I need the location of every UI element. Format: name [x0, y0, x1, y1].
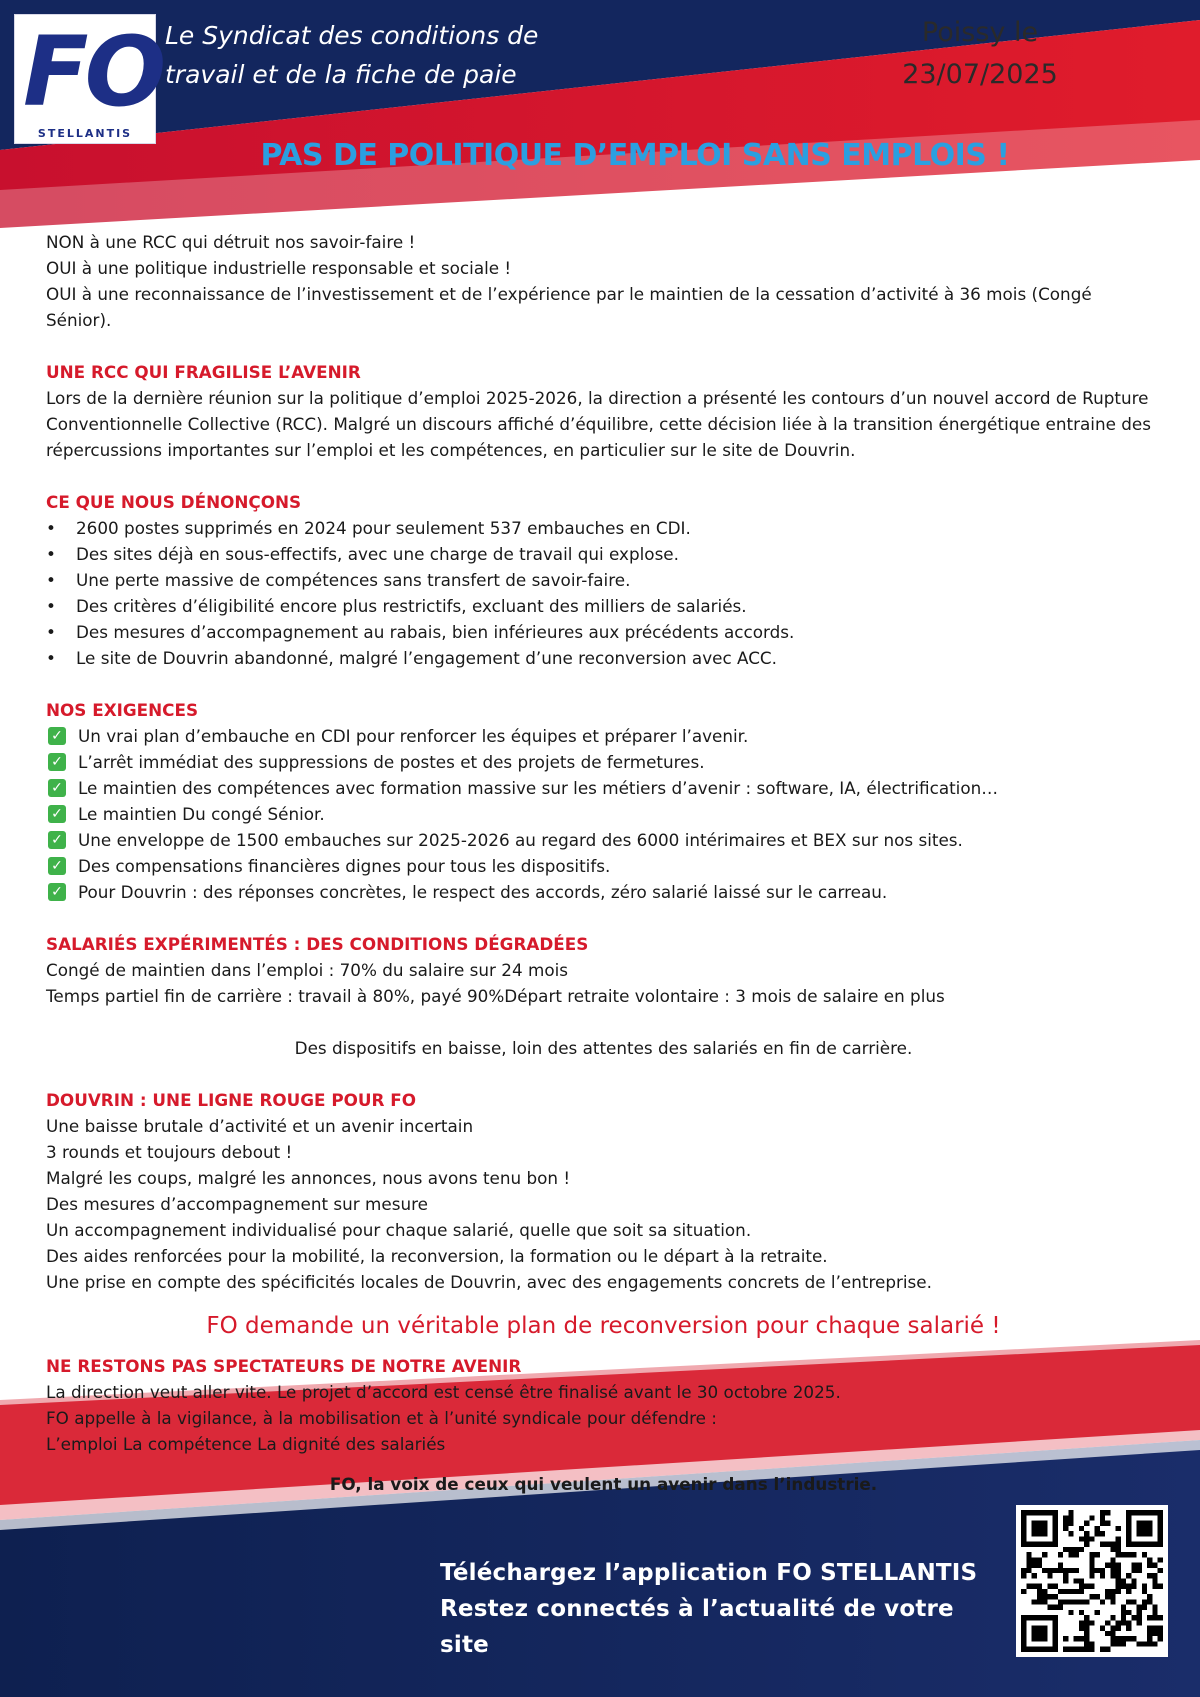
intro-line: OUI à une politique industrielle responsable et sociale ! — [46, 258, 512, 278]
section-exigences — [46, 697, 1161, 905]
check-mark-icon: ✓ — [48, 753, 66, 771]
section-line: Congé de maintien dans l’emploi : 70% du salaire sur 24 mois — [46, 960, 568, 980]
section-line: Malgré les coups, malgré les annonces, nous avons tenu bon ! — [46, 1168, 571, 1188]
qr-code-graphic — [1016, 1505, 1168, 1657]
tagline — [165, 16, 595, 94]
list-item — [46, 619, 1161, 645]
list-item — [46, 593, 1161, 619]
slogan: FO, la voix de ceux qui veulent un avenir dans l’industrie. — [329, 1474, 878, 1494]
section-line: La direction veut aller vite. Le projet d’accord est censé être finalisé avant le 30 octobre 2025. — [46, 1382, 841, 1402]
list-item-text: Une enveloppe de 1500 embauches sur 2025-2026 au regard des 6000 intérimaires et BEX sur nos sites. — [78, 830, 963, 850]
list-item — [46, 853, 1161, 879]
section-spectateurs — [46, 1353, 1161, 1457]
list-item — [46, 515, 1161, 541]
section-line: Temps partiel fin de carrière : travail à 80%, payé 90%Départ retraite volontaire : 3 mois de salaire en plus — [46, 986, 945, 1006]
section-line: Un accompagnement individualisé pour chaque salarié, quelle que soit sa situation. — [46, 1220, 752, 1240]
section-title: SALARIÉS EXPÉRIMENTÉS : DES CONDITIONS DÉGRADÉES — [46, 934, 589, 954]
section-title: UNE RCC QUI FRAGILISE L’AVENIR — [46, 362, 361, 382]
list-item — [46, 541, 1161, 567]
page-headline: PAS DE POLITIQUE D’EMPLOI SANS EMPLOIS ! — [260, 138, 1010, 173]
list-item-text: Le maintien Du congé Sénior. — [78, 804, 325, 824]
list-item-text: Un vrai plan d’embauche en CDI pour renforcer les équipes et préparer l’avenir. — [78, 726, 749, 746]
bullet-icon: • — [46, 544, 56, 564]
list-item-text: Des mesures d’accompagnement au rabais, bien inférieures aux précédents accords. — [76, 622, 795, 642]
section-line: L’emploi La compétence La dignité des salariés — [46, 1434, 446, 1454]
logo-text: FO — [23, 16, 163, 128]
tagline-line-1: Le Syndicat des conditions de — [165, 21, 539, 50]
check-mark-icon: ✓ — [48, 857, 66, 875]
bullet-icon: • — [46, 648, 56, 668]
section-title: NE RESTONS PAS SPECTATEURS DE NOTRE AVENIR — [46, 1356, 522, 1376]
list-item-text: Le maintien des compétences avec formation massive sur les métiers d’avenir : software, IA, électrification… — [78, 778, 999, 798]
section-line: Des mesures d’accompagnement sur mesure — [46, 1194, 428, 1214]
list-item-text: Des compensations financières dignes pour tous les dispositifs. — [78, 856, 611, 876]
section-line: 3 rounds et toujours debout ! — [46, 1142, 293, 1162]
fo-stellantis-logo — [14, 14, 163, 144]
list-item-text: Pour Douvrin : des réponses concrètes, le respect des accords, zéro salarié laissé sur le carreau. — [78, 882, 888, 902]
bullet-icon: • — [46, 570, 56, 590]
check-mark-icon: ✓ — [48, 883, 66, 901]
list-item-text: Des sites déjà en sous-effectifs, avec une charge de travail qui explose. — [76, 544, 679, 564]
check-mark-icon: ✓ — [48, 805, 66, 823]
logo-mark — [23, 17, 162, 127]
date: 23/07/2025 — [902, 59, 1058, 90]
intro-block — [46, 229, 1161, 333]
date-block — [870, 12, 1090, 96]
list-item-text: Le site de Douvrin abandonné, malgré l’engagement d’une reconversion avec ACC. — [76, 648, 777, 668]
exigences-list — [46, 723, 1161, 905]
section-title: DOUVRIN : UNE LIGNE ROUGE POUR FO — [46, 1090, 417, 1110]
footer-line-2: Restez connectés à l’actualité de votre site — [440, 1596, 954, 1658]
check-mark-icon: ✓ — [48, 727, 66, 745]
section-paragraph: Lors de la dernière réunion sur la politique d’emploi 2025-2026, la direction a présenté les contours d’un nouvel accord de Rupture Conventionnelle Collective (RCC). Malgré un discours affiché d’équilibre, cette décision liée à la transition énergétique entraine des répercussions importantes sur l’emploi et les compétences, en particulier sur le site de Douvrin. — [46, 388, 1151, 460]
section-title: NOS EXIGENCES — [46, 700, 199, 720]
list-item — [46, 775, 1161, 801]
bullet-icon: • — [46, 518, 56, 538]
section-conclusion: Des dispositifs en baisse, loin des attentes des salariés en fin de carrière. — [294, 1038, 913, 1058]
list-item — [46, 645, 1161, 671]
section-line: Une baisse brutale d’activité et un avenir incertain — [46, 1116, 474, 1136]
denonce-list — [46, 515, 1161, 671]
logo-brand: STELLANTIS — [37, 127, 133, 140]
section-rcc — [46, 359, 1161, 463]
footer-line-1: Téléchargez l’application FO STELLANTIS — [440, 1560, 978, 1586]
section-douvrin — [46, 1087, 1161, 1295]
list-item-text: Une perte massive de compétences sans transfert de savoir-faire. — [76, 570, 631, 590]
bullet-icon: • — [46, 596, 56, 616]
location: Poissy le — [921, 17, 1039, 48]
main-content — [46, 229, 1161, 1497]
app-download-banner — [440, 1555, 1000, 1663]
intro-line: NON à une RCC qui détruit nos savoir-faire ! — [46, 232, 416, 252]
bullet-icon: • — [46, 622, 56, 642]
list-item — [46, 723, 1161, 749]
call-to-action: FO demande un véritable plan de reconversion pour chaque salarié ! — [206, 1313, 1001, 1339]
list-item — [46, 827, 1161, 853]
list-item — [46, 879, 1161, 905]
list-item-text: Des critères d’éligibilité encore plus restrictifs, excluant des milliers de salariés. — [76, 596, 747, 616]
list-item — [46, 567, 1161, 593]
tagline-line-2: travail et de la fiche de paie — [165, 60, 517, 89]
intro-line: OUI à une reconnaissance de l’investissement et de l’expérience par le maintien de la cessation d’activité à 36 mois (Congé Sénior). — [46, 284, 1092, 330]
list-item — [46, 749, 1161, 775]
check-mark-icon: ✓ — [48, 779, 66, 797]
section-experimentes — [46, 931, 1161, 1061]
section-title: CE QUE NOUS DÉNONÇONS — [46, 492, 302, 512]
section-line: Une prise en compte des spécificités locales de Douvrin, avec des engagements concrets de l’entreprise. — [46, 1272, 932, 1292]
list-item — [46, 801, 1161, 827]
list-item-text: L’arrêt immédiat des suppressions de postes et des projets de fermetures. — [78, 752, 705, 772]
section-denonce — [46, 489, 1161, 671]
section-line: FO appelle à la vigilance, à la mobilisation et à l’unité syndicale pour défendre : — [46, 1408, 717, 1428]
check-mark-icon: ✓ — [48, 831, 66, 849]
list-item-text: 2600 postes supprimés en 2024 pour seulement 537 embauches en CDI. — [76, 518, 691, 538]
qr-code-icon[interactable] — [1016, 1505, 1168, 1657]
section-line: Des aides renforcées pour la mobilité, la reconversion, la formation ou le départ à la retraite. — [46, 1246, 828, 1266]
